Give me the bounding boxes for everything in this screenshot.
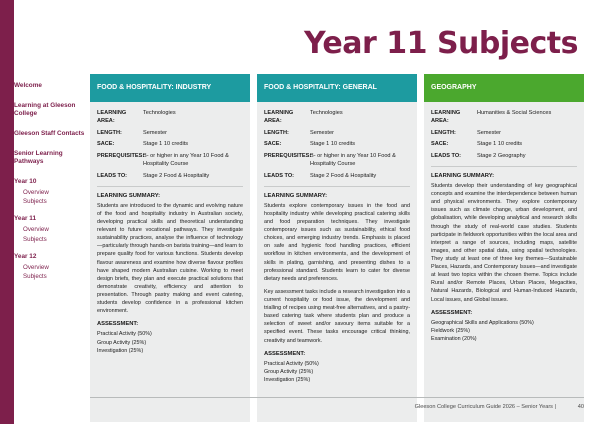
assessment-item: Investigation (25%) (97, 348, 144, 355)
spec-value: B- or higher in any Year 10 Food & Hospitality Course (310, 152, 396, 168)
page-title: Year 11 Subjects (303, 26, 578, 61)
subject-card-geography (424, 74, 584, 422)
left-edge-strip (0, 0, 14, 424)
assessment-title: ASSESSMENT: (264, 350, 306, 357)
subject-card-body (257, 102, 417, 422)
spec-value: Semester (310, 129, 334, 136)
spec-label: SACE: (264, 141, 282, 148)
spec-row (97, 129, 243, 137)
subject-card-food-hospitality-industry (90, 74, 250, 422)
spec-label: LENGTH: (264, 129, 289, 136)
subject-card-body (424, 102, 584, 422)
spec-row (264, 152, 410, 168)
learning-summary-text: Students develop their understanding of key geographical concepts and examine the interdependence between human and physical environments. They explore contemporary issues such as climate change, urban development, and globalisation, while developing analytical and research skills through the study of real-world case studies. Students participate in fieldwork opportunities within the local area and interpret a range of sources, including maps, satellite images, and other spatial data, using spatial technologies. They study at least one of three key themes—Sustainable Places, Hazards, and Contemporary Issues—and investigate at least two topics within the chosen theme. Topics include Rural and/or Remote Places, Urban Places, Megacities, Natural Hazards, Biological and Human-Induced Hazards, Local issues, and Global issues. (431, 183, 577, 303)
spec-label: PREREQUISITES: (97, 152, 145, 159)
spec-row (264, 109, 410, 125)
spec-value: Semester (477, 129, 501, 136)
spec-label: LEARNING AREA: (264, 110, 294, 125)
spec-row (264, 129, 410, 137)
spec-row (264, 172, 410, 180)
divider (431, 166, 577, 167)
subject-card-food-hospitality-general (257, 74, 417, 422)
sidebar (14, 82, 86, 291)
sidebar-group-year-11 (14, 215, 86, 244)
sidebar-item-year-10-overview[interactable]: Overview (23, 188, 49, 196)
assessment-item: Geographical Skills and Applications (50%) (431, 319, 534, 326)
spec-row (97, 152, 243, 168)
learning-summary-text: Students are introduced to the dynamic and evolving nature of the food and hospitality industry in Australian society, developing practical skills and theoretical understanding relevant to future vocational pathways. They investigate sustainability practices, analyse the influence of technology—particularly through hands-on barista training—and learn to prepare quality food for various functions. Students develop flavour awareness and examine how diverse flavour profiles have shaped modern Australian cuisine. Working to meet design briefs, they plan and execute practical solutions that demonstrate creativity, efficiency and attention to presentation. Through pastry making and event catering, students develop confidence in a professional kitchen environment. (97, 202, 243, 315)
assessment-item: Investigation (25%) (264, 377, 311, 384)
sidebar-item-year-10-subjects[interactable]: Subjects (23, 198, 47, 206)
spec-row (97, 172, 243, 180)
spec-value: Technologies (143, 110, 176, 116)
learning-summary-text-2: Key assessment tasks include a research investigation into a current hospitality or food issue, the development and trialling of recipes using meat-free alternatives, and a pastry-based catering task where students plan and produce a selection of sweet and/or savoury items suitable for a specified event. These tasks encourage critical thinking, creativity and teamwork. (264, 288, 410, 344)
page-number: 40 (577, 404, 584, 410)
sidebar-item-year-11-subjects[interactable]: Subjects (23, 235, 47, 243)
sidebar-item-learning-at-gleeson-college[interactable]: Learning at Gleeson College (14, 101, 76, 118)
spec-label: LENGTH: (97, 129, 122, 136)
sidebar-group-year-12 (14, 253, 86, 282)
subject-columns (90, 74, 584, 422)
sidebar-group-title-year-11[interactable]: Year 11 (14, 215, 37, 223)
assessment-item: Practical Activity (50%) (97, 331, 152, 338)
footer-divider (90, 397, 584, 398)
sidebar-item-year-11-overview[interactable]: Overview (23, 226, 49, 234)
subject-card-header: GEOGRAPHY (424, 74, 584, 102)
learning-summary-title: LEARNING SUMMARY: (264, 192, 328, 199)
spec-value: Stage 1 10 credits (143, 141, 189, 148)
spec-row (431, 109, 577, 125)
sidebar-item-welcome[interactable]: Welcome (14, 82, 42, 89)
sidebar-group-title-year-12[interactable]: Year 12 (14, 253, 37, 261)
spec-value: Semester (143, 129, 167, 136)
subject-card-header: FOOD & HOSPITALITY: INDUSTRY (90, 74, 250, 102)
spec-value: Stage 2 Food & Hospitality (143, 172, 210, 179)
spec-row (431, 152, 577, 160)
spec-row (431, 129, 577, 137)
assessment-item: Group Activity (25%) (97, 339, 147, 346)
divider (264, 186, 410, 187)
learning-summary-title: LEARNING SUMMARY: (97, 192, 161, 199)
learning-summary-text: Students explore contemporary issues in the food and hospitality industry while developing practical catering skills and food preparation techniques. They investigate contemporary issues such as sustainability, ethical food choices, and emerging industry trends. Emphasis is placed on safe and hygienic food handling practices, efficient workflow in kitchen environments, and the development of skills in plating, garnishing, and presenting dishes to a professional standard. Students learn to cater for diverse dietary needs and preferences. (264, 202, 410, 282)
spec-row (97, 140, 243, 148)
spec-label: LEADS TO: (431, 152, 462, 159)
sidebar-group-title-year-10[interactable]: Year 10 (14, 177, 37, 185)
spec-label: LEARNING AREA: (431, 110, 461, 125)
spec-label: LEADS TO: (97, 172, 128, 179)
assessment-item: Group Activity (25%) (264, 369, 314, 375)
spec-value: Stage 2 Food & Hospitality (310, 172, 377, 179)
sidebar-item-gleeson-staff-contacts[interactable]: Gleeson Staff Contacts (14, 129, 85, 137)
assessment-title: ASSESSMENT: (431, 309, 473, 316)
spec-label: SACE: (431, 141, 449, 148)
spec-label: SACE: (97, 141, 115, 148)
spec-label: LEARNING AREA: (97, 110, 127, 125)
divider (97, 186, 243, 187)
spec-value: Technologies (310, 110, 343, 116)
spec-row (264, 140, 410, 148)
spec-value: Humanities & Social Sciences (477, 110, 552, 116)
spec-row (97, 109, 243, 125)
spec-value: B- or higher in any Year 10 Food & Hospitality Course (143, 152, 229, 168)
spec-label: LEADS TO: (264, 172, 295, 179)
footer-text: Gleeson College Curriculum Guide 2026 – Senior Years | (414, 404, 556, 410)
sidebar-item-senior-learning-pathways[interactable]: Senior Learning Pathways (14, 149, 63, 166)
sidebar-item-year-12-overview[interactable]: Overview (23, 264, 49, 272)
subject-card-header: FOOD & HOSPITALITY: GENERAL (257, 74, 417, 102)
spec-label: PREREQUISITES: (264, 152, 312, 159)
subject-card-body (90, 102, 250, 422)
spec-label: LENGTH: (431, 129, 456, 136)
spec-value: Stage 1 10 credits (310, 141, 356, 148)
spec-row (431, 140, 577, 148)
sidebar-item-year-12-subjects[interactable]: Subjects (23, 273, 47, 281)
sidebar-group-year-10 (14, 178, 86, 207)
assessment-item: Practical Activity (50%) (264, 360, 319, 367)
assessment-item: Examination (20%) (431, 336, 477, 343)
assessment-item: Fieldwork (25%) (431, 328, 470, 335)
learning-summary-title: LEARNING SUMMARY: (431, 173, 495, 180)
assessment-title: ASSESSMENT: (97, 321, 139, 328)
spec-value: Stage 2 Geography (477, 152, 526, 159)
spec-value: Stage 1 10 credits (477, 141, 523, 148)
